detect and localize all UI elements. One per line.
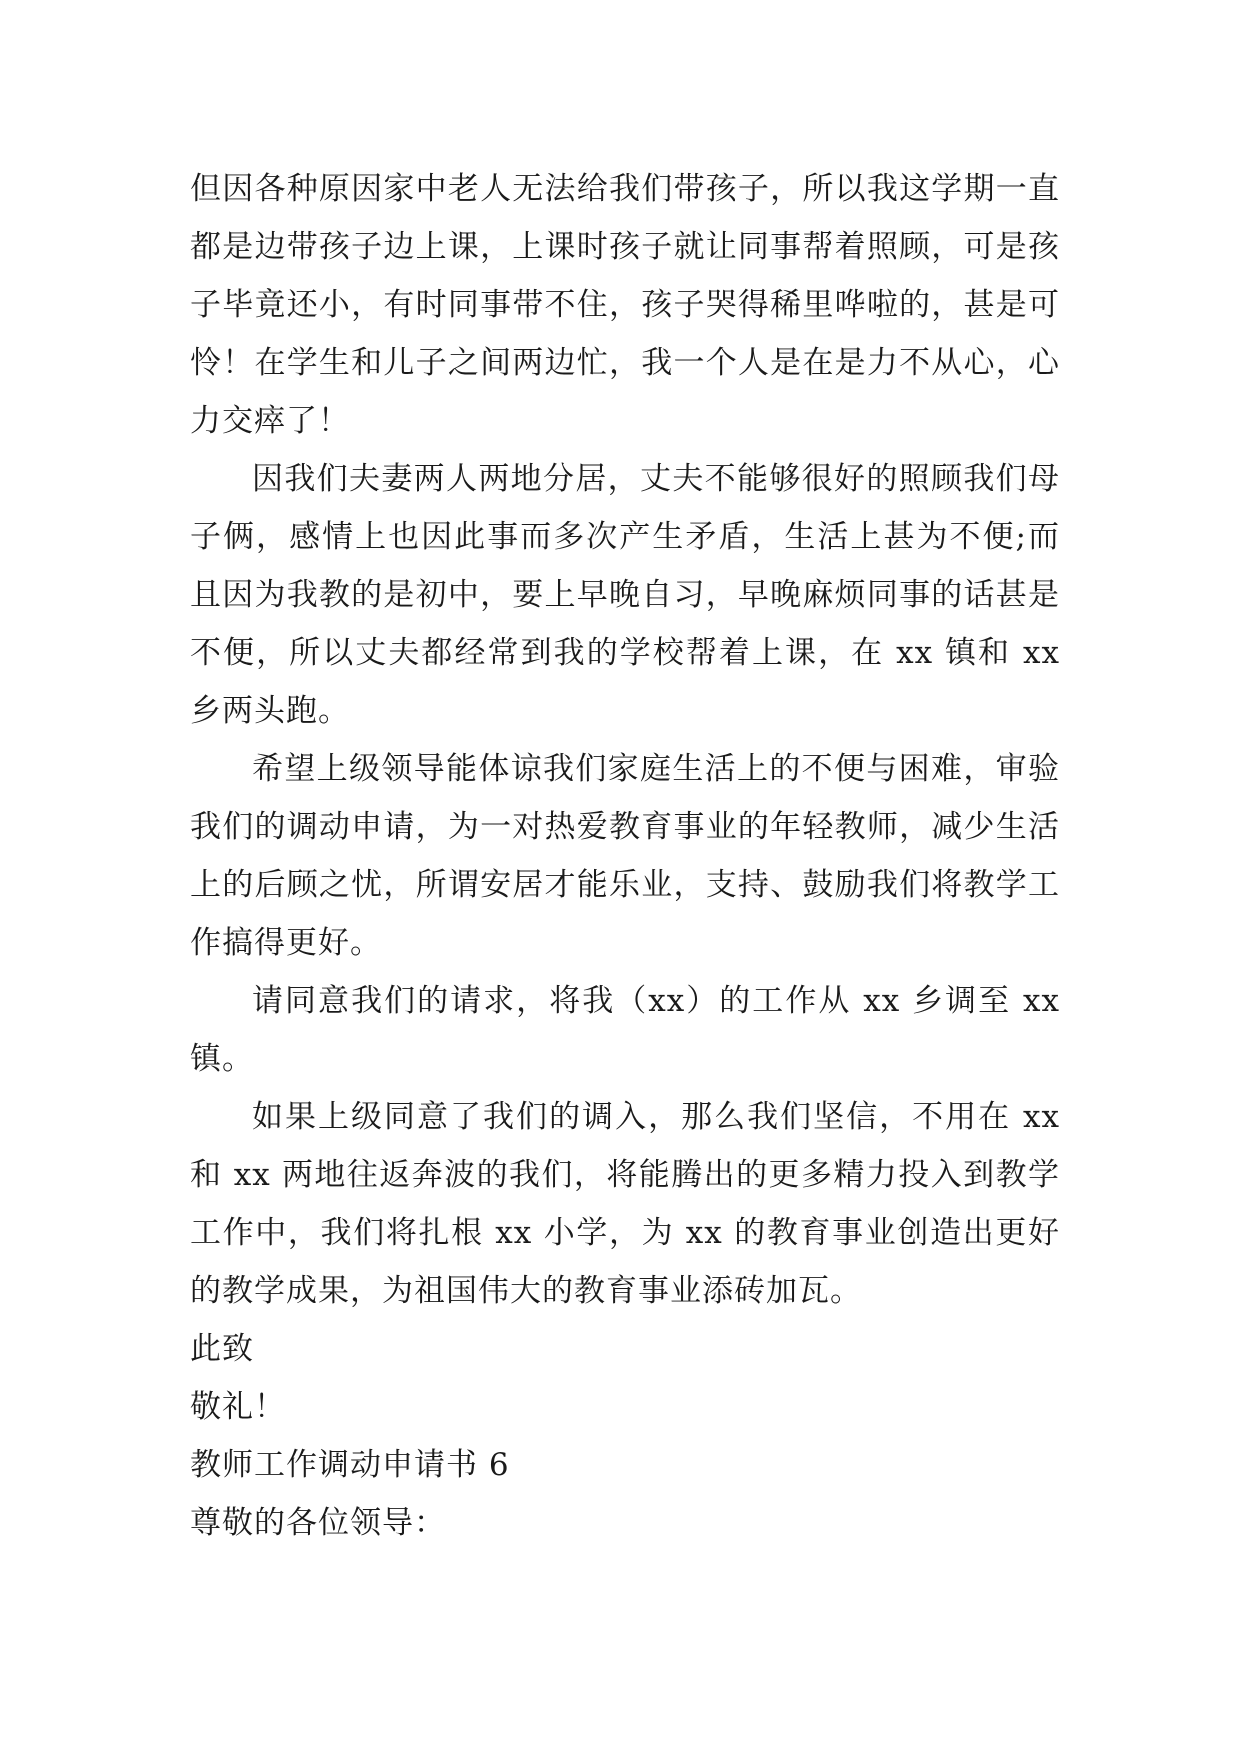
salute-line: 敬礼！ xyxy=(190,1389,286,1425)
closing-line: 此致 xyxy=(190,1331,254,1367)
document-body xyxy=(190,160,1060,1552)
greeting-line: 尊敬的各位领导： xyxy=(190,1505,446,1541)
paragraph-request: 请同意我们的请求，将我（xx）的工作从 xx 乡调至 xx 镇。 xyxy=(190,983,1060,1077)
section-title: 教师工作调动申请书 6 xyxy=(190,1447,510,1483)
paragraph-commitment: 如果上级同意了我们的调入，那么我们坚信，不用在 xx 和 xx 两地往返奔波的我们，将能腾出的更多精力投入到教学工作中，我们将扎根 xx 小学，为 xx 的教育事业创造出更好的教学成果，为祖国伟大的教育事业添砖加瓦。 xyxy=(190,1099,1060,1309)
paragraph-separation: 因我们夫妻两人两地分居，丈夫不能够很好的照顾我们母子俩，感情上也因此事而多次产生矛盾，生活上甚为不便;而且因为我教的是初中，要上早晚自习，早晚麻烦同事的话甚是不便，所以丈夫都经常到我的学校帮着上课，在 xx 镇和 xx 乡两头跑。 xyxy=(190,461,1060,729)
paragraph-continuation: 但因各种原因家中老人无法给我们带孩子，所以我这学期一直都是边带孩子边上课，上课时孩子就让同事帮着照顾，可是孩子毕竟还小，有时同事带不住，孩子哭得稀里哗啦的，甚是可怜！在学生和儿子之间两边忙，我一个人是在是力不从心，心力交瘁了！ xyxy=(190,171,1060,439)
paragraph-request-reason: 希望上级领导能体谅我们家庭生活上的不便与困难，审验我们的调动申请，为一对热爱教育事业的年轻教师，减少生活上的后顾之忧，所谓安居才能乐业，支持、鼓励我们将教学工作搞得更好。 xyxy=(190,751,1060,961)
